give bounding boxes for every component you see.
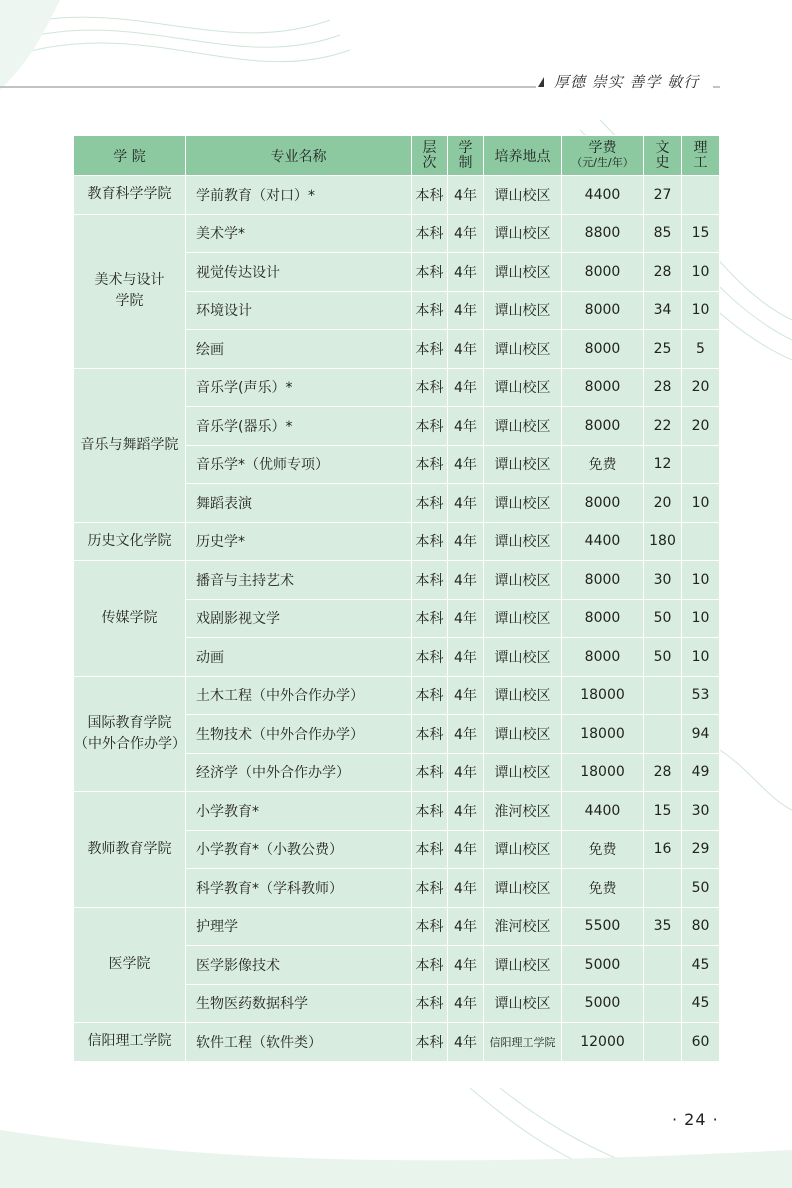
level-cell: 本科 bbox=[412, 984, 448, 1023]
location-cell: 谭山校区 bbox=[484, 176, 562, 215]
location-cell: 谭山校区 bbox=[484, 253, 562, 292]
science-quota-cell: 20 bbox=[682, 368, 720, 407]
duration-cell: 4年 bbox=[448, 792, 484, 831]
college-cell: 教师教育学院 bbox=[74, 792, 186, 908]
level-cell: 本科 bbox=[412, 561, 448, 600]
major-cell: 美术学* bbox=[186, 214, 412, 253]
duration-cell: 4年 bbox=[448, 484, 484, 523]
science-quota-cell: 5 bbox=[682, 330, 720, 369]
location-cell: 谭山校区 bbox=[484, 638, 562, 677]
arts-quota-cell: 35 bbox=[644, 907, 682, 946]
college-cell: 历史文化学院 bbox=[74, 522, 186, 561]
location-cell: 谭山校区 bbox=[484, 715, 562, 754]
arts-quota-cell bbox=[644, 946, 682, 985]
fee-cell: 8000 bbox=[562, 368, 644, 407]
level-cell: 本科 bbox=[412, 445, 448, 484]
location-cell: 淮河校区 bbox=[484, 792, 562, 831]
location-cell: 谭山校区 bbox=[484, 561, 562, 600]
science-quota-cell: 30 bbox=[682, 792, 720, 831]
location-cell: 谭山校区 bbox=[484, 330, 562, 369]
college-cell: 教育科学学院 bbox=[74, 176, 186, 215]
major-cell: 小学教育* bbox=[186, 792, 412, 831]
duration-cell: 4年 bbox=[448, 330, 484, 369]
col-level-line1: 层 bbox=[422, 139, 437, 156]
arts-quota-cell: 28 bbox=[644, 753, 682, 792]
duration-cell: 4年 bbox=[448, 907, 484, 946]
fee-cell: 4400 bbox=[562, 176, 644, 215]
table-body bbox=[74, 176, 720, 1062]
fee-cell: 5500 bbox=[562, 907, 644, 946]
science-quota-cell: 10 bbox=[682, 291, 720, 330]
fee-cell: 免费 bbox=[562, 830, 644, 869]
col-arts bbox=[644, 136, 682, 176]
arts-quota-cell: 22 bbox=[644, 407, 682, 446]
duration-cell: 4年 bbox=[448, 946, 484, 985]
major-cell: 软件工程（软件类） bbox=[186, 1023, 412, 1062]
science-quota-cell: 10 bbox=[682, 253, 720, 292]
location-cell: 谭山校区 bbox=[484, 214, 562, 253]
arts-quota-cell: 15 bbox=[644, 792, 682, 831]
table-header-row bbox=[74, 136, 720, 176]
arts-quota-cell: 20 bbox=[644, 484, 682, 523]
major-cell: 护理学 bbox=[186, 907, 412, 946]
location-cell: 谭山校区 bbox=[484, 368, 562, 407]
fee-cell: 免费 bbox=[562, 445, 644, 484]
level-cell: 本科 bbox=[412, 522, 448, 561]
college-cell: 信阳理工学院 bbox=[74, 1023, 186, 1062]
level-cell: 本科 bbox=[412, 1023, 448, 1062]
major-cell: 历史学* bbox=[186, 522, 412, 561]
duration-cell: 4年 bbox=[448, 715, 484, 754]
major-cell: 戏剧影视文学 bbox=[186, 599, 412, 638]
science-quota-cell: 50 bbox=[682, 869, 720, 908]
major-cell: 环境设计 bbox=[186, 291, 412, 330]
duration-cell: 4年 bbox=[448, 984, 484, 1023]
arts-quota-cell: 180 bbox=[644, 522, 682, 561]
duration-cell: 4年 bbox=[448, 291, 484, 330]
duration-cell: 4年 bbox=[448, 253, 484, 292]
level-cell: 本科 bbox=[412, 830, 448, 869]
science-quota-cell: 80 bbox=[682, 907, 720, 946]
level-cell: 本科 bbox=[412, 792, 448, 831]
arts-quota-cell bbox=[644, 984, 682, 1023]
level-cell: 本科 bbox=[412, 946, 448, 985]
major-cell: 小学教育*（小教公费） bbox=[186, 830, 412, 869]
col-fee-line1: 学费 bbox=[588, 140, 617, 156]
arts-quota-cell bbox=[644, 1023, 682, 1062]
location-cell: 谭山校区 bbox=[484, 676, 562, 715]
science-quota-cell bbox=[682, 522, 720, 561]
col-arts-line1: 文 bbox=[655, 139, 670, 156]
col-science-line1: 理 bbox=[693, 139, 708, 156]
fee-cell: 12000 bbox=[562, 1023, 644, 1062]
admissions-table bbox=[73, 135, 720, 1062]
fee-cell: 8000 bbox=[562, 407, 644, 446]
col-science-line2: 工 bbox=[693, 154, 708, 171]
location-cell: 谭山校区 bbox=[484, 830, 562, 869]
science-quota-cell: 10 bbox=[682, 561, 720, 600]
arts-quota-cell: 50 bbox=[644, 638, 682, 677]
page-number: · 24 · bbox=[672, 1110, 719, 1129]
col-duration bbox=[448, 136, 484, 176]
arts-quota-cell: 34 bbox=[644, 291, 682, 330]
col-college: 学 院 bbox=[74, 136, 186, 176]
level-cell: 本科 bbox=[412, 407, 448, 446]
col-location: 培养地点 bbox=[484, 136, 562, 176]
table-row bbox=[74, 792, 720, 831]
level-cell: 本科 bbox=[412, 753, 448, 792]
table-row bbox=[74, 676, 720, 715]
fee-cell: 免费 bbox=[562, 869, 644, 908]
duration-cell: 4年 bbox=[448, 561, 484, 600]
motto-text: 厚德 崇实 善学 敏行 bbox=[554, 73, 700, 91]
science-quota-cell bbox=[682, 445, 720, 484]
science-quota-cell: 45 bbox=[682, 984, 720, 1023]
fee-cell: 18000 bbox=[562, 676, 644, 715]
fee-cell: 8800 bbox=[562, 214, 644, 253]
duration-cell: 4年 bbox=[448, 676, 484, 715]
arts-quota-cell bbox=[644, 676, 682, 715]
major-cell: 音乐学(器乐）* bbox=[186, 407, 412, 446]
col-level-line2: 次 bbox=[422, 154, 437, 171]
col-major: 专业名称 bbox=[186, 136, 412, 176]
science-quota-cell: 45 bbox=[682, 946, 720, 985]
level-cell: 本科 bbox=[412, 638, 448, 677]
arts-quota-cell bbox=[644, 715, 682, 754]
college-cell: 音乐与舞蹈学院 bbox=[74, 368, 186, 522]
major-cell: 生物技术（中外合作办学） bbox=[186, 715, 412, 754]
major-cell: 绘画 bbox=[186, 330, 412, 369]
major-cell: 舞蹈表演 bbox=[186, 484, 412, 523]
motto-triangle-icon bbox=[538, 77, 544, 87]
duration-cell: 4年 bbox=[448, 214, 484, 253]
col-level bbox=[412, 136, 448, 176]
science-quota-cell: 94 bbox=[682, 715, 720, 754]
arts-quota-cell: 12 bbox=[644, 445, 682, 484]
table-row bbox=[74, 907, 720, 946]
location-cell: 谭山校区 bbox=[484, 599, 562, 638]
fee-cell: 8000 bbox=[562, 561, 644, 600]
major-cell: 视觉传达设计 bbox=[186, 253, 412, 292]
table-row bbox=[74, 561, 720, 600]
duration-cell: 4年 bbox=[448, 753, 484, 792]
fee-cell: 18000 bbox=[562, 715, 644, 754]
science-quota-cell: 10 bbox=[682, 484, 720, 523]
arts-quota-cell bbox=[644, 869, 682, 908]
fee-cell: 18000 bbox=[562, 753, 644, 792]
level-cell: 本科 bbox=[412, 214, 448, 253]
location-cell: 谭山校区 bbox=[484, 984, 562, 1023]
level-cell: 本科 bbox=[412, 599, 448, 638]
level-cell: 本科 bbox=[412, 484, 448, 523]
table-row bbox=[74, 522, 720, 561]
col-fee-line2: （元/生/年） bbox=[571, 156, 634, 169]
arts-quota-cell: 16 bbox=[644, 830, 682, 869]
science-quota-cell bbox=[682, 176, 720, 215]
major-cell: 生物医药数据科学 bbox=[186, 984, 412, 1023]
col-duration-line1: 学 bbox=[458, 139, 473, 156]
location-cell: 淮河校区 bbox=[484, 907, 562, 946]
science-quota-cell: 10 bbox=[682, 599, 720, 638]
college-cell: 医学院 bbox=[74, 907, 186, 1023]
college-cell: 国际教育学院 （中外合作办学） bbox=[74, 676, 186, 792]
location-cell: 谭山校区 bbox=[484, 869, 562, 908]
major-cell: 医学影像技术 bbox=[186, 946, 412, 985]
fee-cell: 5000 bbox=[562, 946, 644, 985]
major-cell: 动画 bbox=[186, 638, 412, 677]
col-duration-line2: 制 bbox=[458, 154, 473, 171]
fee-cell: 8000 bbox=[562, 330, 644, 369]
arts-quota-cell: 30 bbox=[644, 561, 682, 600]
arts-quota-cell: 50 bbox=[644, 599, 682, 638]
level-cell: 本科 bbox=[412, 715, 448, 754]
col-arts-line2: 史 bbox=[655, 154, 670, 171]
duration-cell: 4年 bbox=[448, 445, 484, 484]
location-cell: 信阳理工学院 bbox=[484, 1023, 562, 1062]
duration-cell: 4年 bbox=[448, 368, 484, 407]
science-quota-cell: 29 bbox=[682, 830, 720, 869]
major-cell: 播音与主持艺术 bbox=[186, 561, 412, 600]
fee-cell: 5000 bbox=[562, 984, 644, 1023]
level-cell: 本科 bbox=[412, 869, 448, 908]
science-quota-cell: 53 bbox=[682, 676, 720, 715]
major-cell: 科学教育*（学科教师） bbox=[186, 869, 412, 908]
duration-cell: 4年 bbox=[448, 830, 484, 869]
location-cell: 谭山校区 bbox=[484, 445, 562, 484]
major-cell: 经济学（中外合作办学） bbox=[186, 753, 412, 792]
duration-cell: 4年 bbox=[448, 1023, 484, 1062]
duration-cell: 4年 bbox=[448, 599, 484, 638]
science-quota-cell: 15 bbox=[682, 214, 720, 253]
col-fee bbox=[562, 136, 644, 176]
fee-cell: 8000 bbox=[562, 253, 644, 292]
level-cell: 本科 bbox=[412, 176, 448, 215]
arts-quota-cell: 85 bbox=[644, 214, 682, 253]
duration-cell: 4年 bbox=[448, 522, 484, 561]
location-cell: 谭山校区 bbox=[484, 484, 562, 523]
major-cell: 音乐学(声乐）* bbox=[186, 368, 412, 407]
level-cell: 本科 bbox=[412, 291, 448, 330]
major-cell: 土木工程（中外合作办学） bbox=[186, 676, 412, 715]
location-cell: 谭山校区 bbox=[484, 407, 562, 446]
duration-cell: 4年 bbox=[448, 638, 484, 677]
arts-quota-cell: 27 bbox=[644, 176, 682, 215]
location-cell: 谭山校区 bbox=[484, 946, 562, 985]
fee-cell: 8000 bbox=[562, 638, 644, 677]
science-quota-cell: 60 bbox=[682, 1023, 720, 1062]
location-cell: 谭山校区 bbox=[484, 291, 562, 330]
major-cell: 音乐学*（优师专项） bbox=[186, 445, 412, 484]
fee-cell: 4400 bbox=[562, 522, 644, 561]
duration-cell: 4年 bbox=[448, 176, 484, 215]
fee-cell: 4400 bbox=[562, 792, 644, 831]
location-cell: 谭山校区 bbox=[484, 753, 562, 792]
school-motto bbox=[536, 70, 713, 94]
college-cell: 美术与设计 学院 bbox=[74, 214, 186, 368]
fee-cell: 8000 bbox=[562, 291, 644, 330]
arts-quota-cell: 28 bbox=[644, 253, 682, 292]
level-cell: 本科 bbox=[412, 253, 448, 292]
table-row bbox=[74, 214, 720, 253]
location-cell: 谭山校区 bbox=[484, 522, 562, 561]
fee-cell: 8000 bbox=[562, 484, 644, 523]
table-row bbox=[74, 176, 720, 215]
fee-cell: 8000 bbox=[562, 599, 644, 638]
level-cell: 本科 bbox=[412, 676, 448, 715]
arts-quota-cell: 28 bbox=[644, 368, 682, 407]
level-cell: 本科 bbox=[412, 330, 448, 369]
science-quota-cell: 10 bbox=[682, 638, 720, 677]
table-row bbox=[74, 368, 720, 407]
duration-cell: 4年 bbox=[448, 407, 484, 446]
science-quota-cell: 20 bbox=[682, 407, 720, 446]
duration-cell: 4年 bbox=[448, 869, 484, 908]
table-row bbox=[74, 1023, 720, 1062]
arts-quota-cell: 25 bbox=[644, 330, 682, 369]
col-science bbox=[682, 136, 720, 176]
college-cell: 传媒学院 bbox=[74, 561, 186, 677]
level-cell: 本科 bbox=[412, 368, 448, 407]
level-cell: 本科 bbox=[412, 907, 448, 946]
science-quota-cell: 49 bbox=[682, 753, 720, 792]
major-cell: 学前教育（对口）* bbox=[186, 176, 412, 215]
